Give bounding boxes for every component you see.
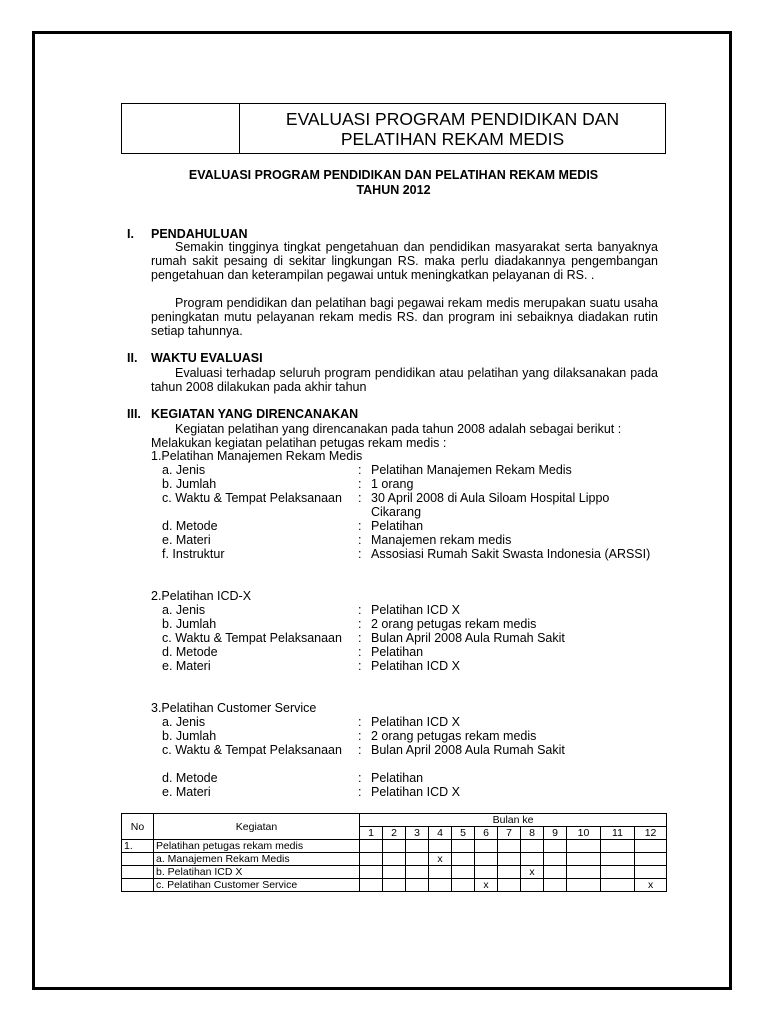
section-2-number: II. xyxy=(127,351,138,365)
schedule-cell-month xyxy=(452,853,475,866)
schedule-cell-no xyxy=(122,866,154,879)
training-3-heading: 3.Pelatihan Customer Service xyxy=(151,701,317,715)
schedule-cell-no xyxy=(122,879,154,892)
schedule-cell-month xyxy=(521,840,544,853)
schedule-cell-month xyxy=(498,879,521,892)
section-3-intro-1: Kegiatan pelatihan yang direncanakan pada tahun 2008 adalah sebagai berikut : xyxy=(175,422,622,436)
schedule-header-row xyxy=(122,814,667,827)
schedule-cell-month xyxy=(360,879,383,892)
schedule-row xyxy=(122,866,667,879)
schedule-cell-month: x xyxy=(429,853,452,866)
section-3-heading xyxy=(127,407,358,421)
schedule-cell-month xyxy=(567,840,601,853)
section-2-paragraph: Evaluasi terhadap seluruh program pendidikan atau pelatihan yang dilaksanakan pada tahun 2008 dilakukan pada akhir tahun xyxy=(151,366,658,394)
schedule-cell-month xyxy=(429,840,452,853)
schedule-cell-month: x xyxy=(521,866,544,879)
schedule-body xyxy=(122,840,667,892)
schedule-cell-month xyxy=(601,853,635,866)
schedule-cell-month xyxy=(635,853,667,866)
section-1-title: PENDAHULUAN xyxy=(151,227,248,241)
schedule-cell-month xyxy=(567,853,601,866)
schedule-cell-no xyxy=(122,853,154,866)
schedule-cell-kegiatan: Pelatihan petugas rekam medis xyxy=(154,840,360,853)
schedule-cell-month xyxy=(429,866,452,879)
schedule-cell-month xyxy=(452,840,475,853)
schedule-month-header: 11 xyxy=(601,827,635,840)
schedule-month-header: 8 xyxy=(521,827,544,840)
schedule-cell-month: x xyxy=(475,879,498,892)
schedule-cell-month xyxy=(406,840,429,853)
section-2-title: WAKTU EVALUASI xyxy=(151,351,263,365)
schedule-cell-month xyxy=(452,866,475,879)
schedule-month-header: 5 xyxy=(452,827,475,840)
schedule-cell-month xyxy=(567,866,601,879)
section-3-number: III. xyxy=(127,407,141,421)
document-title-line1: EVALUASI PROGRAM PENDIDIKAN DAN PELATIHAN REKAM MEDIS xyxy=(188,168,599,182)
schedule-month-header: 7 xyxy=(498,827,521,840)
schedule-cell-month xyxy=(498,853,521,866)
schedule-table xyxy=(121,813,667,892)
training-2-heading: 2.Pelatihan ICD-X xyxy=(151,589,252,603)
section-1-number: I. xyxy=(127,227,134,241)
schedule-cell-month xyxy=(567,879,601,892)
header-box xyxy=(121,103,666,154)
schedule-cell-month xyxy=(601,866,635,879)
schedule-cell-month xyxy=(360,840,383,853)
schedule-cell-month xyxy=(601,840,635,853)
schedule-cell-kegiatan: a. Manajemen Rekam Medis xyxy=(154,853,360,866)
schedule-cell-kegiatan: b. Pelatihan ICD X xyxy=(154,866,360,879)
schedule-month-header: 10 xyxy=(567,827,601,840)
header-title-line1: EVALUASI PROGRAM PENDIDIKAN DAN xyxy=(285,109,620,129)
schedule-cell-month xyxy=(498,840,521,853)
schedule-month-header: 4 xyxy=(429,827,452,840)
schedule-cell-month xyxy=(475,853,498,866)
document-title xyxy=(121,168,666,198)
header-logo-cell xyxy=(122,104,240,153)
section-1-heading xyxy=(127,227,248,241)
section-1-paragraph-2: Program pendidikan dan pelatihan bagi pegawai rekam medis merupakan suatu usaha peningkatan mutu pelayanan rekam medis RS. dan program ini sebaiknya diadakan rutin setiap tahunnya. xyxy=(151,296,658,338)
schedule-cell-month xyxy=(360,866,383,879)
schedule-cell-month xyxy=(521,879,544,892)
schedule-cell-month xyxy=(544,840,567,853)
schedule-cell-month xyxy=(452,879,475,892)
section-3-title: KEGIATAN YANG DIRENCANAKAN xyxy=(151,407,359,421)
schedule-cell-month xyxy=(475,840,498,853)
schedule-month-header: 12 xyxy=(635,827,667,840)
schedule-cell-month xyxy=(360,853,383,866)
schedule-cell-month xyxy=(383,866,406,879)
schedule-cell-no: 1. xyxy=(122,840,154,853)
section-3-intro-2: Melakukan kegiatan pelatihan petugas rekam medis : xyxy=(151,436,447,450)
document-title-year: TAHUN 2012 xyxy=(356,183,431,197)
section-2-heading xyxy=(127,351,263,365)
section-1-paragraph-1: Semakin tingginya tingkat pengetahuan dan pendidikan masyarakat serta banyaknya rumah sakit pesaing di sekitar lingkungan RS. maka perlu diadakannya pengembangan pengetahuan dan keterampilan pegawai untuk meningkatkan pelayanan di RS. . xyxy=(151,240,658,282)
schedule-cell-kegiatan: c. Pelatihan Customer Service xyxy=(154,879,360,892)
header-title xyxy=(240,104,665,153)
schedule-cell-month xyxy=(521,853,544,866)
schedule-cell-month xyxy=(601,879,635,892)
header-title-line2: PELATIHAN REKAM MEDIS xyxy=(340,129,565,149)
schedule-month-header: 9 xyxy=(544,827,567,840)
schedule-cell-month xyxy=(383,840,406,853)
schedule-cell-month xyxy=(383,879,406,892)
schedule-cell-month xyxy=(406,879,429,892)
schedule-row xyxy=(122,879,667,892)
schedule-cell-month xyxy=(406,853,429,866)
schedule-cell-month xyxy=(544,879,567,892)
schedule-header-no: No xyxy=(122,814,154,840)
schedule-cell-month xyxy=(635,866,667,879)
schedule-cell-month xyxy=(544,866,567,879)
schedule-row xyxy=(122,840,667,853)
schedule-month-header: 6 xyxy=(475,827,498,840)
schedule-header-kegiatan: Kegiatan xyxy=(154,814,360,840)
schedule-cell-month xyxy=(383,853,406,866)
schedule-cell-month xyxy=(544,853,567,866)
schedule-month-header: 1 xyxy=(360,827,383,840)
schedule-cell-month xyxy=(429,879,452,892)
schedule-row xyxy=(122,853,667,866)
schedule-month-header: 3 xyxy=(406,827,429,840)
schedule-cell-month xyxy=(475,866,498,879)
schedule-cell-month xyxy=(635,840,667,853)
schedule-cell-month xyxy=(498,866,521,879)
schedule-cell-month xyxy=(406,866,429,879)
schedule-cell-month: x xyxy=(635,879,667,892)
schedule-month-header: 2 xyxy=(383,827,406,840)
schedule-header-bulan: Bulan ke xyxy=(360,814,667,827)
training-1-heading: 1.Pelatihan Manajemen Rekam Medis xyxy=(151,449,363,463)
